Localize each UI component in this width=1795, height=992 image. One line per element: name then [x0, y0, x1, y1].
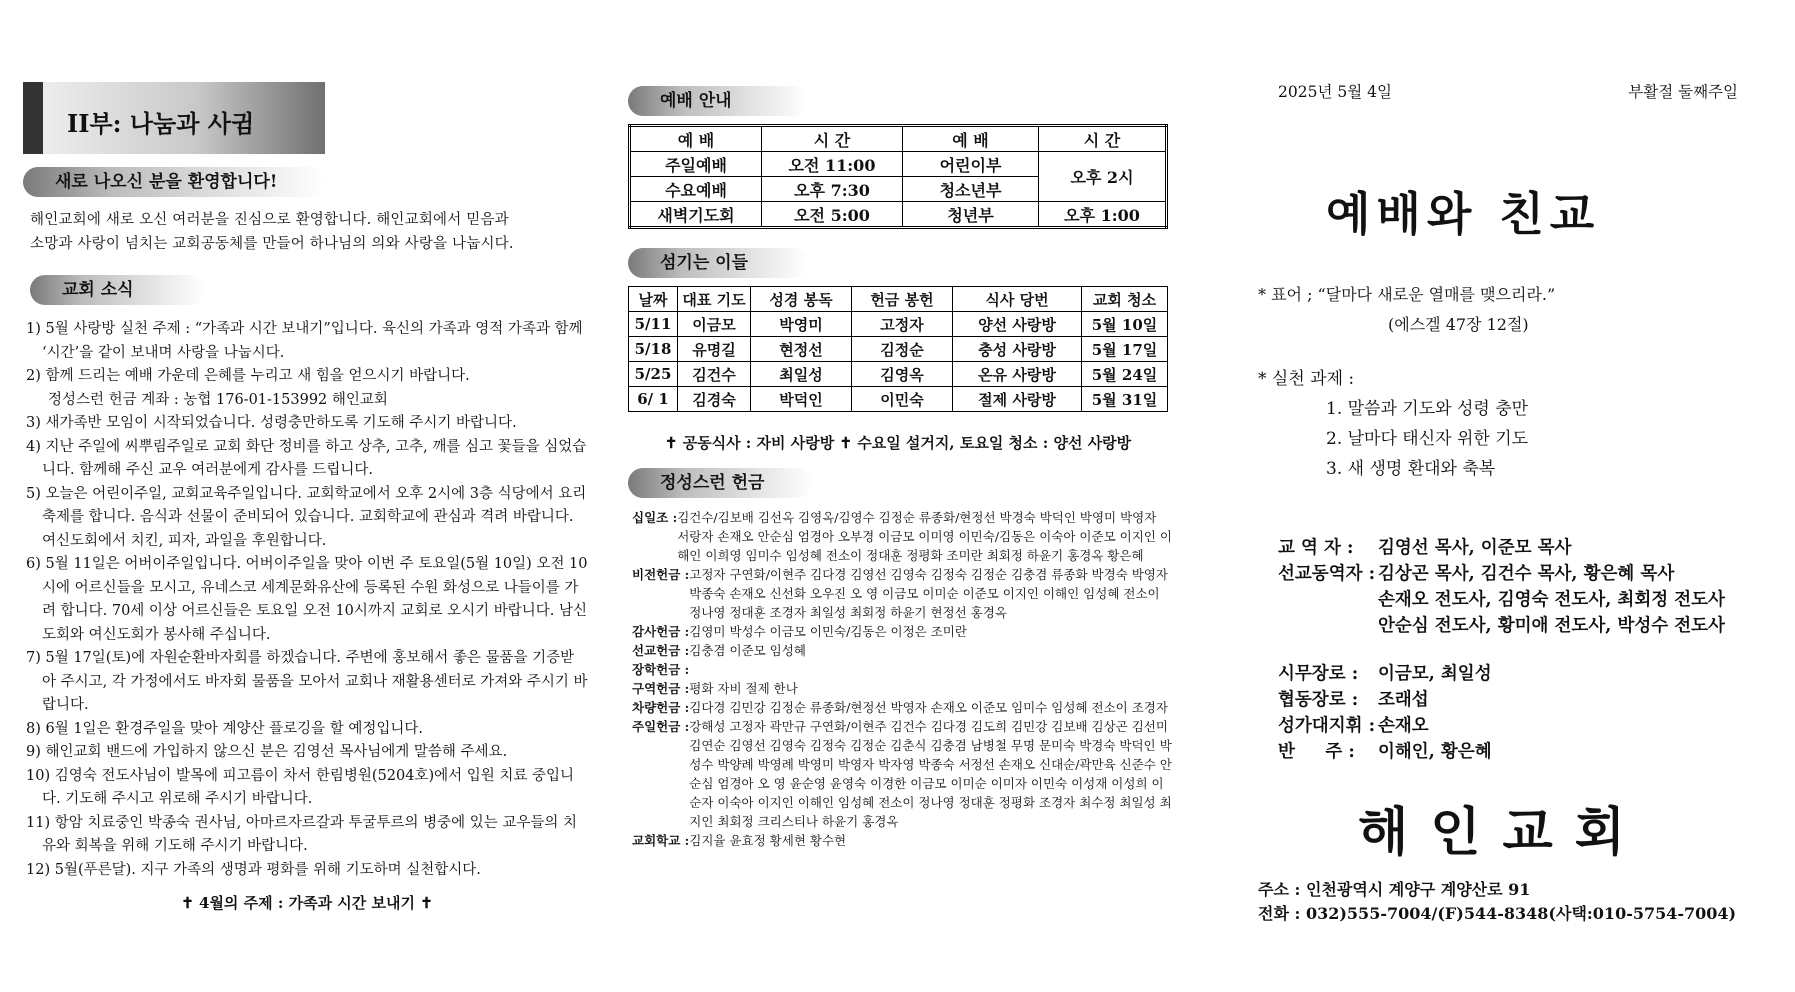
- staff-role: 선교동역자 :: [1278, 564, 1376, 584]
- offering-label: 주일헌금 :: [632, 719, 690, 734]
- servers-title: 섬기는 이들: [628, 248, 808, 278]
- practice-tasks: [1258, 364, 1528, 484]
- table-cell: 5/11: [629, 312, 678, 337]
- task-item: 1. 말씀과 기도와 성령 충만: [1326, 399, 1529, 419]
- table-cell: 주일예배: [630, 152, 762, 177]
- staff-names: 안순심 전도사, 황미애 전도사, 박성수 전도사: [1378, 616, 1725, 636]
- offering-names: 고정자 구연화/이현주 김다경 김영선 김영숙 김정숙 김정순 김충겸 류종화 박경숙 박영자 박종숙 손재오 신선화 오우진 오 영 이금모 이미순 이준모 이지인 이해인 임성혜 전소이 정나영 정대훈 조경자 최일성 최회정 하윤기 현정선 홍경옥: [689, 567, 1168, 620]
- table-cell: 양선 사랑방: [953, 312, 1082, 337]
- offering-row: [632, 565, 1172, 622]
- address: 주소 : 인천광역시 계양구 계양산로 91: [1258, 880, 1531, 899]
- staff-names: 김상곤 목사, 김건수 목사, 황은혜 목사: [1378, 564, 1675, 584]
- phone: 전화 : 032)555-7004/(F)544-8348(사택:010-5754-7004): [1258, 904, 1737, 923]
- news-item: 6) 5월 11일은 어버이주일입니다. 어버이주일을 맞아 이번 주 토요일(5월 10일) 오전 10시에 어르신들을 모시고, 유네스코 세계문화유산에 등록된 수원 화성으로 나들이를 가려 합니다. 70세 이상 어르신들은 토요일 오전 10시까지 교회로 오시기 바랍니다. 남신도회와 여신도회가 봉사해 주십니다.: [26, 556, 588, 643]
- table-cell: 새벽기도회: [630, 202, 762, 228]
- offering-row: [632, 622, 1172, 641]
- table-header-row: [629, 287, 1168, 312]
- staff-role: [1278, 587, 1378, 613]
- elder-row: [1278, 661, 1725, 687]
- elder-row: [1278, 739, 1725, 765]
- offering-names: 김건수/김보배 김선옥 김영옥/김영수 김정순 류종화/현정선 박경숙 박덕인 박영미 박영자 서랑자 손재오 안순심 엄경아 오부경 이금모 이미영 이민숙/김동은 이숙아 이준모 이지인 이해인 이희영 임미수 임성혜 전소이 정대훈 정평화 조미란 최회정 하윤기 홍경옥 황은혜: [677, 510, 1172, 563]
- offering-row: [632, 508, 1172, 565]
- news-item: 2) 함께 드리는 예배 가운데 은혜를 누리고 새 힘을 얻으시기 바랍니다.: [26, 368, 470, 384]
- table-header: 시 간: [762, 126, 903, 152]
- motto-text: * 표어 ; “달마다 새로운 열매를 맺으리라.”: [1258, 285, 1556, 304]
- news-item: 10) 김영숙 전도사님이 발목에 피고름이 차서 한림병원(5204호)에서 입원 치료 중입니다. 기도해 주시고 위로해 주시기 바랍니다.: [26, 767, 575, 807]
- news-item: 7) 5월 17일(토)에 자원순환바자회를 하겠습니다. 주변에 홍보해서 좋은 물품을 기증받아 주시고, 각 가정에서도 바자회 물품을 모아서 교회나 재활용센터로 가져와 주시기 바랍니다.: [26, 650, 588, 713]
- news-item: 3) 새가족반 모임이 시작되었습니다. 성령충만하도록 기도해 주시기 바랍니다.: [26, 415, 517, 431]
- motto-reference: (에스겔 47장 12절): [1388, 315, 1529, 334]
- offering-title: 정성스런 헌금: [628, 468, 813, 498]
- motto: [1258, 280, 1555, 340]
- table-cell: 6/ 1: [629, 387, 678, 412]
- monthly-theme: ✝ 4월의 주제 : 가족과 시간 보내기 ✝: [181, 894, 433, 912]
- elder-names: 손재오: [1378, 716, 1429, 736]
- staff-names: 손재오 전도사, 김영숙 전도사, 최회정 전도사: [1378, 590, 1725, 610]
- worship-table: [628, 124, 1168, 229]
- table-cell: 오전 11:00: [762, 152, 903, 177]
- table-cell: 김정순: [852, 337, 953, 362]
- offering-label: 차량헌금 :: [632, 700, 690, 715]
- table-cell: 청년부: [903, 202, 1039, 228]
- offering-row: [632, 660, 1172, 679]
- elder-row: [1278, 713, 1725, 739]
- table-header: 시 간: [1039, 126, 1167, 152]
- staff-role: 교 역 자 :: [1278, 538, 1354, 558]
- elder-row: [1278, 687, 1725, 713]
- offering-row: [632, 679, 1172, 698]
- table-cell: 절제 사랑방: [953, 387, 1082, 412]
- news-item: 11) 항암 치료중인 박종숙 권사님, 아마르자르갈과 투굴투르의 병중에 있는 교우들의 치유와 회복을 위해 기도해 주시기 바랍니다.: [26, 814, 578, 854]
- table-cell: 충성 사랑방: [953, 337, 1082, 362]
- news-list: [26, 318, 588, 882]
- table-header: 식사 당번: [953, 287, 1082, 312]
- table-header: 성경 봉독: [751, 287, 852, 312]
- church-name: 해인교회: [1358, 803, 1647, 863]
- elder-role: 협동장로 :: [1278, 690, 1359, 710]
- liturgical-season: 부활절 둘째주일: [1628, 83, 1738, 101]
- table-cell: 김영옥: [852, 362, 953, 387]
- task-item: 2. 날마다 태신자 위한 기도: [1326, 429, 1529, 449]
- table-cell: 5월 10일: [1082, 312, 1168, 337]
- offering-names: 김지율 윤효정 황세현 황수현: [689, 833, 847, 848]
- offering-label: 교회학교 :: [632, 833, 690, 848]
- table-header: 교회 청소: [1082, 287, 1168, 312]
- table-cell: 오후 2시: [1039, 152, 1167, 202]
- offering-names: 김다경 김민강 김정순 류종화/현정선 박영자 손재오 이준모 임미수 임성혜 전소이 조경자: [689, 700, 1168, 715]
- staff-row: [1278, 587, 1725, 613]
- worship-title: 예배 안내: [628, 86, 808, 116]
- section-header: [23, 82, 325, 154]
- offering-names: 김충겸 이준모 임성혜: [689, 643, 806, 658]
- table-cell: 이금모: [678, 312, 751, 337]
- news-item: 4) 지난 주일에 씨뿌림주일로 교회 화단 정비를 하고 상추, 고추, 깨를 심고 꽃들을 심었습니다. 함께해 주신 교우 여러분에게 감사를 드립니다.: [26, 438, 587, 478]
- table-cell: 오후 1:00: [1039, 202, 1167, 228]
- news-item: 1) 5월 사랑방 실천 주제 : “가족과 시간 보내기”입니다. 육신의 가족과 영적 가족과 함께 ‘시간’을 같이 보내며 사랑을 나눕시다.: [26, 321, 583, 361]
- table-row: [629, 312, 1168, 337]
- offering-row: [632, 698, 1172, 717]
- table-cell: 고정자: [852, 312, 953, 337]
- offering-row: [632, 717, 1172, 831]
- table-header: 대표 기도: [678, 287, 751, 312]
- task-item: 3. 새 생명 환대와 축복: [1326, 459, 1496, 479]
- offering-row: [632, 831, 1172, 850]
- table-cell: 오후 7:30: [762, 177, 903, 202]
- staff-role: [1278, 613, 1378, 639]
- table-cell: 박영미: [751, 312, 852, 337]
- news-item: 12) 5월(푸른달). 지구 가족의 생명과 평화를 위해 기도하며 실천합시다.: [26, 861, 481, 878]
- staff-row: [1278, 613, 1725, 639]
- table-cell: 수요예배: [630, 177, 762, 202]
- staff-names: 김영선 목사, 이준모 목사: [1378, 538, 1572, 558]
- table-row: [629, 337, 1168, 362]
- offering-list: [632, 508, 1172, 850]
- table-cell: 김건수: [678, 362, 751, 387]
- offering-names: 김영미 박성수 이금모 이민숙/김동은 이정은 조미란: [689, 624, 967, 639]
- news-item: 8) 6월 1일은 환경주일을 맞아 계양산 플로깅을 할 예정입니다.: [26, 720, 423, 737]
- news-item: 정성스런 헌금 계좌 : 농협 176-01-153992 해인교회: [48, 391, 388, 408]
- servers-table: [628, 286, 1168, 412]
- elder-names: 이금모, 최일성: [1378, 664, 1492, 684]
- table-cell: 온유 사랑방: [953, 362, 1082, 387]
- table-cell: 5월 17일: [1082, 337, 1168, 362]
- elder-role: 반 주 :: [1278, 742, 1355, 762]
- table-cell: 5/25: [629, 362, 678, 387]
- news-item: 9) 해인교회 밴드에 가입하지 않으신 분은 김영선 목사님에게 말씀해 주세요.: [26, 744, 508, 760]
- news-item: 5) 오늘은 어린이주일, 교회교육주일입니다. 교회학교에서 오후 2시에 3층 식당에서 요리축제를 합니다. 음식과 선물이 준비되어 있습니다. 교회학교에 관심과 격려 바랍니다. 여신도회에서 치킨, 피자, 과일을 후원합니다.: [26, 485, 587, 549]
- elder-role: 시무장로 :: [1278, 664, 1359, 684]
- table-cell: 5월 31일: [1082, 387, 1168, 412]
- table-row: [629, 387, 1168, 412]
- table-header: 날짜: [629, 287, 678, 312]
- welcome-text: [30, 208, 590, 256]
- offering-row: [632, 641, 1172, 660]
- contact-info: [1258, 878, 1736, 926]
- table-cell: 청소년부: [903, 177, 1039, 202]
- staff-list: [1278, 535, 1725, 765]
- bulletin-date: 2025년 5월 4일: [1278, 83, 1392, 101]
- table-header: 예 배: [630, 126, 762, 152]
- staff-row: [1278, 561, 1725, 587]
- table-cell: 유명길: [678, 337, 751, 362]
- tasks-label: * 실천 과제 :: [1258, 369, 1355, 389]
- news-title: 교회 소식: [30, 275, 205, 305]
- table-cell: 5월 24일: [1082, 362, 1168, 387]
- offering-names: 평화 자비 절제 한나: [689, 681, 798, 696]
- table-header: 헌금 봉헌: [852, 287, 953, 312]
- elder-names: 조래섭: [1378, 690, 1429, 710]
- welcome-title: 새로 나오신 분을 환영합니다!: [23, 167, 325, 197]
- offering-label: 구역헌금 :: [632, 681, 690, 696]
- welcome-text-line: 소망과 사랑이 넘치는 교회공동체를 만들어 하나님의 의와 사랑을 나눕시다.: [30, 236, 514, 252]
- table-cell: 오전 5:00: [762, 202, 903, 228]
- offering-label: 십일조 :: [632, 510, 678, 525]
- table-header-row: [630, 126, 1167, 152]
- table-cell: 박덕인: [751, 387, 852, 412]
- table-row: [630, 152, 1167, 177]
- table-cell: 현정선: [751, 337, 852, 362]
- section-title: II부: 나눔과 사귐: [67, 109, 255, 138]
- table-row: [629, 362, 1168, 387]
- offering-names: 강해성 고정자 곽만규 구연화/이현주 김건수 김다경 김도희 김민강 김보배 김상곤 김선미 김연순 김영선 김영숙 김정숙 김정순 김춘식 김충겸 남병철 무명 문미숙 박경숙 박덕인 박성수 박양례 박영례 박영미 박영자 박자영 박종숙 서정선 손재오 신대순/곽만육 신준수 안순심 엄경아 오 영 윤순영 윤영숙 이경한 이금모 이미순 이미자 이민숙 이성재 이성희 이순자 이숙아 이지인 이해인 임성혜 전소이 정나영 정대훈 정평화 조경자 최수정 최일성 최지인 최회정 크리스티나 하윤기 홍경옥: [689, 719, 1172, 829]
- offering-label: 감사헌금 :: [632, 624, 690, 639]
- table-cell: 이민숙: [852, 387, 953, 412]
- table-row: [630, 202, 1167, 228]
- elder-names: 이해인, 황은혜: [1378, 742, 1492, 762]
- bulletin-title: 예배와 친교: [1326, 187, 1601, 241]
- offering-label: 비전헌금 :: [632, 567, 690, 582]
- table-header: 예 배: [903, 126, 1039, 152]
- duty-line: ✝ 공동식사 : 자비 사랑방 ✝ 수요일 설거지, 토요일 청소 : 양선 사랑방: [664, 434, 1132, 452]
- table-cell: 김경숙: [678, 387, 751, 412]
- welcome-text-line: 해인교회에 새로 오신 여러분을 진심으로 환영합니다. 해인교회에서 믿음과: [30, 212, 509, 228]
- table-cell: 최일성: [751, 362, 852, 387]
- elder-role: 성가대지휘 :: [1278, 716, 1376, 736]
- table-cell: 5/18: [629, 337, 678, 362]
- offering-label: 장학헌금 :: [632, 662, 690, 677]
- table-cell: 어린이부: [903, 152, 1039, 177]
- offering-names: [689, 660, 1172, 679]
- offering-label: 선교헌금 :: [632, 643, 690, 658]
- spacer: [1278, 639, 1725, 661]
- staff-row: [1278, 535, 1725, 561]
